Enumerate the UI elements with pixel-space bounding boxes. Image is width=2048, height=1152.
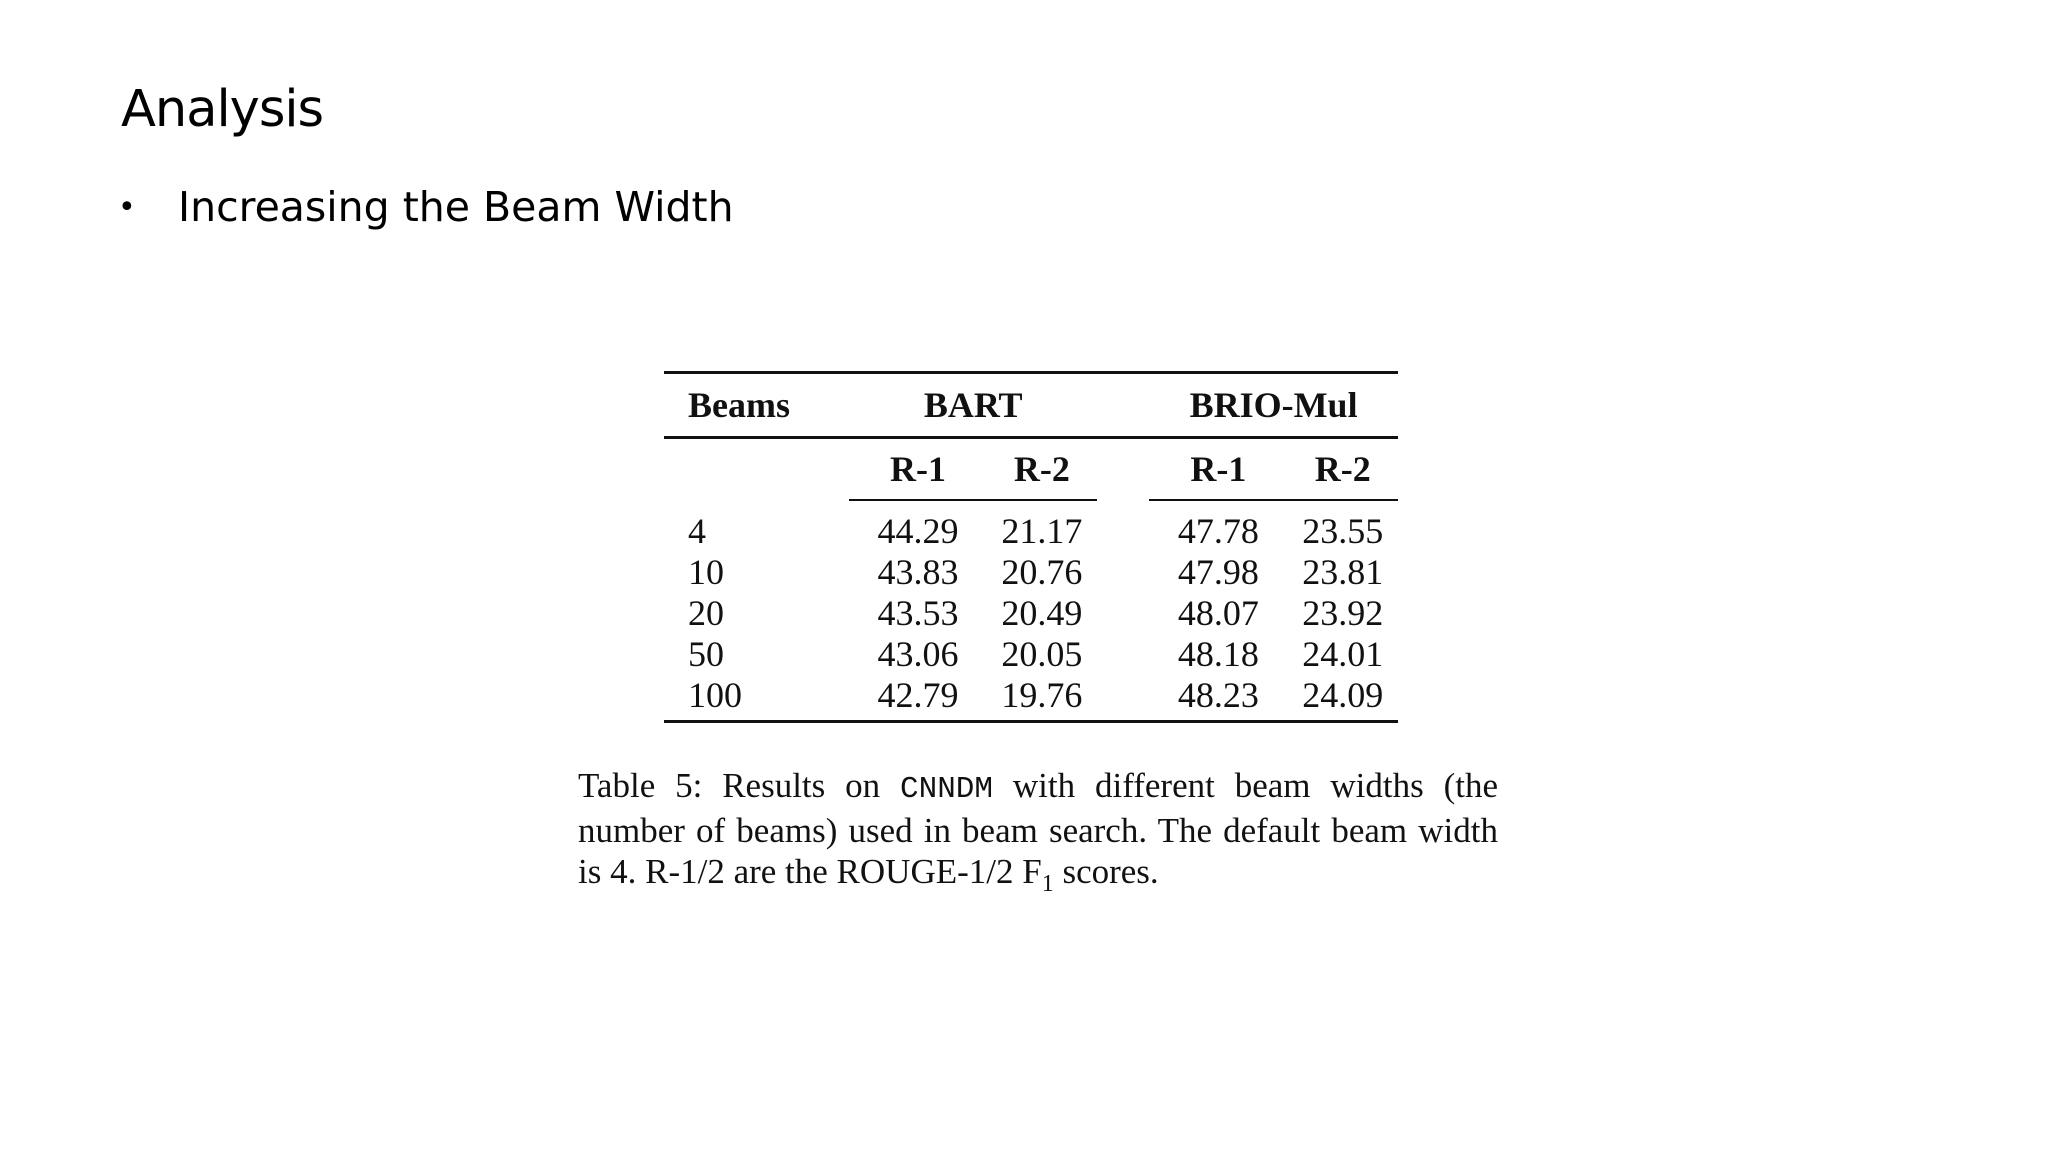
caption-subscript: 1 [1041,871,1054,897]
table-caption [578,765,1498,905]
table-row [664,552,1398,593]
cell-brio-r1: 47.98 [1177,552,1259,592]
cell-beams: 50 [688,634,724,674]
cell-brio-r1: 48.23 [1177,675,1259,715]
subheader-brio-r2: R-2 [1288,438,1398,501]
cell-brio-r2: 24.01 [1302,634,1384,674]
caption-text-1: Table 5: Results on [578,766,900,805]
header-brio-mul: BRIO-Mul [1189,385,1358,425]
cell-bart-r1: 43.53 [877,593,959,633]
header-beams: Beams [688,385,790,425]
subheader-bart-r1: R-1 [849,438,986,501]
table-figure [578,360,1498,920]
cell-brio-r1: 48.18 [1177,634,1259,674]
cell-bart-r2: 20.05 [1001,634,1083,674]
cell-bart-r2: 19.76 [1001,675,1083,715]
cell-beams: 100 [688,675,742,715]
cell-bart-r2: 20.76 [1001,552,1083,592]
cell-bart-r1: 42.79 [877,675,959,715]
subheader-brio-r1: R-1 [1149,438,1287,501]
results-table [664,371,1398,723]
table-row [664,593,1398,634]
table-row [664,634,1398,675]
slide-title: Analysis [121,80,324,139]
cell-beams: 10 [688,552,724,592]
table-header-row [664,373,1398,438]
cell-bart-r2: 20.49 [1001,593,1083,633]
header-bart: BART [923,385,1023,425]
caption-text-2: with different beam widths (the number of beams) used in beam search. The default beam width is 4. R-1/2 are the ROUGE-1/2 F [578,766,1498,891]
cell-bart-r2: 21.17 [1001,511,1083,551]
cell-brio-r1: 47.78 [1177,511,1259,551]
caption-text-3: scores. [1053,852,1159,891]
table-row [664,500,1398,552]
cell-bart-r1: 43.06 [877,634,959,674]
cell-bart-r1: 43.83 [877,552,959,592]
cell-brio-r2: 23.92 [1302,593,1384,633]
cell-brio-r2: 23.55 [1302,511,1384,551]
table-subheader-row [664,438,1398,501]
subheader-bart-r2: R-2 [987,438,1097,501]
caption-dataset: CNNDM [900,772,994,807]
bullet-text: Increasing the Beam Width [178,183,734,231]
cell-beams: 20 [688,593,724,633]
bullet-icon: • [118,189,136,225]
cell-brio-r2: 23.81 [1302,552,1384,592]
cell-beams: 4 [688,510,706,551]
cell-brio-r2: 24.09 [1302,675,1384,715]
cell-brio-r1: 48.07 [1177,593,1259,633]
table-row [664,675,1398,722]
bullet-item [118,183,734,231]
cell-bart-r1: 44.29 [877,511,959,551]
